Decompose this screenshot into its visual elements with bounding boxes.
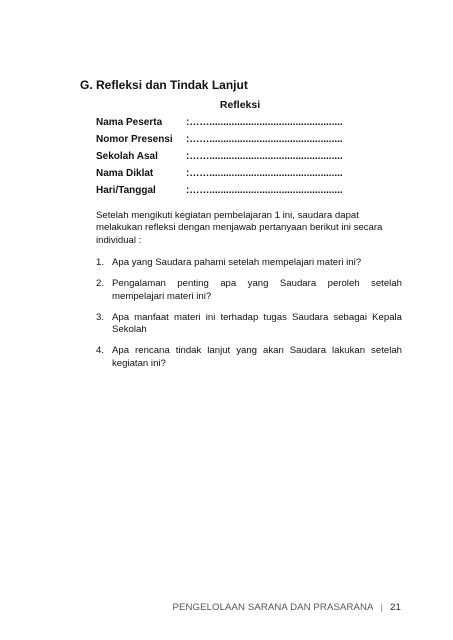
question-list (96, 257, 402, 379)
form-row-nama-diklat (96, 168, 366, 185)
field-label: Nama Diklat (96, 168, 154, 179)
form-row-hari-tanggal (96, 185, 366, 202)
footer-separator: | (380, 602, 384, 613)
question-number: 2. (96, 278, 105, 290)
section-title: G. Refleksi dan Tindak Lanjut (80, 78, 248, 92)
question-text: Apa rencana tindak lanjut yang akan Saudara lakukan setelah kegiatan ini? (112, 345, 402, 369)
field-fill-line: :……................................................ (186, 151, 343, 162)
field-fill-line: :……................................................ (186, 134, 343, 145)
field-label: Nomor Presensi (96, 134, 173, 145)
question-text: Pengalaman penting apa yang Saudara peroleh setelah mempelajari materi ini? (112, 278, 402, 302)
question-number: 3. (96, 311, 105, 323)
question-text: Apa manfaat materi ini terhadap tugas Saudara sebagai Kepala Sekolah (112, 311, 402, 336)
form-row-sekolah-asal (96, 151, 366, 168)
question-item (96, 257, 402, 269)
field-fill-line: :……................................................ (186, 117, 343, 128)
intro-paragraph: Setelah mengikuti kegiatan pembelajaran 1 ini, saudara dapat melakukan refleksi dengan menjawab pertanyaan berikut ini secara individual : (96, 210, 383, 246)
reflection-subtitle: Refleksi (219, 99, 261, 111)
field-fill-line: :……................................................ (186, 168, 343, 179)
field-label: Hari/Tanggal (96, 185, 156, 196)
page-number: 21 (390, 602, 401, 613)
question-item (96, 345, 402, 370)
question-number: 4. (96, 345, 105, 357)
running-title: PENGELOLAAN SARANA DAN PRASARANA (172, 602, 374, 613)
question-text: Apa yang Saudara pahami setelah mempelajari materi ini? (112, 257, 362, 268)
field-label: Sekolah Asal (96, 151, 158, 162)
form-row-nama-peserta (96, 117, 366, 134)
identity-form (96, 117, 366, 202)
form-row-nomor-presensi (96, 134, 366, 151)
page-footer (173, 602, 401, 613)
question-number: 1. (96, 257, 105, 268)
question-item (96, 278, 402, 303)
question-item (96, 312, 402, 337)
field-label: Nama Peserta (96, 117, 163, 128)
field-fill-line: :……................................................ (186, 185, 343, 196)
